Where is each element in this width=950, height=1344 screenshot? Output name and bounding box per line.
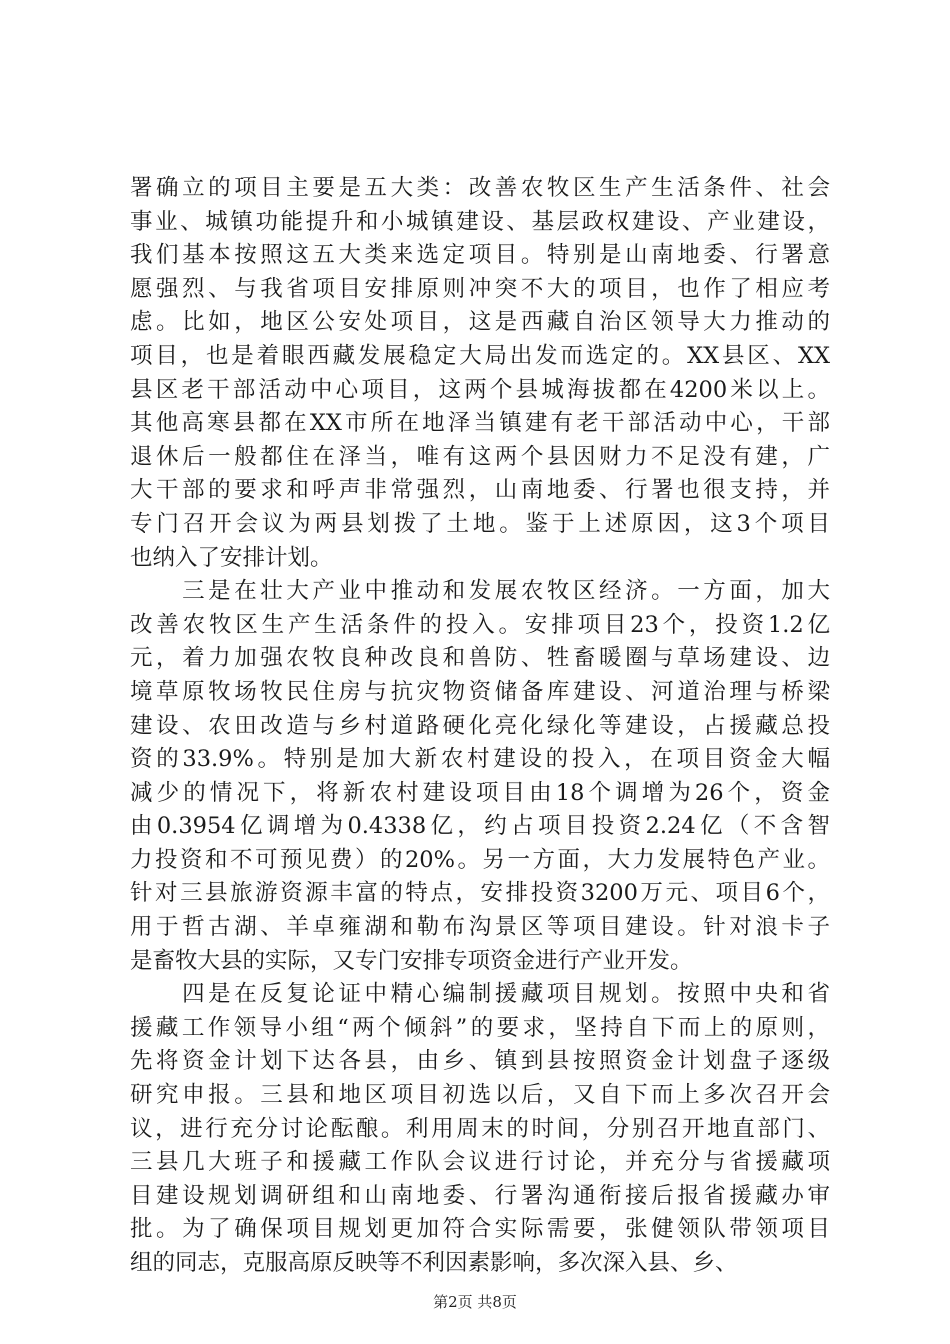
text-line: 境草原牧场牧民住房与抗灾物资储备库建设、河道治理与桥梁 bbox=[130, 678, 830, 705]
text-line: 组的同志，克服高原反映等不利因素影响，多次深入县、乡、 bbox=[130, 1250, 738, 1276]
text-line: 三是在壮大产业中推动和发展农牧区经济。一方面，加大 bbox=[130, 578, 830, 605]
text-line: 改善农牧区生产生活条件的投入。安排项目23个，投资1.2亿 bbox=[130, 611, 830, 638]
text-line: 减少的情况下，将新农村建设项目由18个调增为26个，资金 bbox=[130, 779, 830, 806]
text-line: 县区老干部活动中心项目，这两个县城海拔都在4200米以上。 bbox=[130, 376, 830, 403]
text-line: 大干部的要求和呼声非常强烈，山南地委、行署也很支持，并 bbox=[130, 477, 830, 504]
text-line: 退休后一般都住在泽当，唯有这两个县因财力不足没有建，广 bbox=[130, 443, 830, 470]
text-line: 研究申报。三县和地区项目初选以后，又自下而上多次召开会 bbox=[130, 1082, 830, 1109]
text-line: 批。为了确保项目规划更加符合实际需要，张健领队带领项目 bbox=[130, 1216, 830, 1243]
text-line: 力投资和不可预见费）的20%。另一方面，大力发展特色产业。 bbox=[130, 846, 830, 873]
text-line: 由0.3954亿调增为0.4338亿，约占项目投资2.24亿（不含智 bbox=[130, 813, 830, 840]
text-line: 是畜牧大县的实际，又专门安排专项资金进行产业开发。 bbox=[130, 947, 693, 974]
text-line: 先将资金计划下达各县，由乡、镇到县按照资金计划盘子逐级 bbox=[130, 1048, 830, 1075]
text-line: 我们基本按照这五大类来选定项目。特别是山南地委、行署意 bbox=[130, 242, 830, 269]
text-line: 元，着力加强农牧良种改良和兽防、牲畜暖圈与草场建设、边 bbox=[130, 645, 830, 672]
text-line: 也纳入了安排计划。 bbox=[130, 544, 333, 571]
text-line: 用于哲古湖、羊卓雍湖和勒布沟景区等项目建设。针对浪卡子 bbox=[130, 914, 830, 941]
text-line: 虑。比如，地区公安处项目，这是西藏自治区领导大力推动的 bbox=[130, 309, 830, 336]
text-line: 建设、农田改造与乡村道路硬化亮化绿化等建设，占援藏总投 bbox=[130, 712, 830, 739]
text-line: 项目，也是着眼西藏发展稳定大局出发而选定的。XX县区、XX bbox=[130, 342, 830, 369]
text-line: 三县几大班子和援藏工作队会议进行讨论，并充分与省援藏项 bbox=[130, 1149, 830, 1176]
text-line: 事业、城镇功能提升和小城镇建设、基层政权建设、产业建设， bbox=[130, 208, 830, 235]
text-line: 专门召开会议为两县划拨了土地。鉴于上述原因，这3个项目 bbox=[130, 510, 830, 537]
document-body bbox=[130, 172, 830, 1281]
text-line: 目建设规划调研组和山南地委、行署沟通衔接后报省援藏办审 bbox=[130, 1182, 830, 1209]
text-line: 四是在反复论证中精心编制援藏项目规划。按照中央和省 bbox=[130, 981, 830, 1008]
text-line: 其他高寒县都在XX市所在地泽当镇建有老干部活动中心，干部 bbox=[130, 410, 830, 437]
text-line: 愿强烈、与我省项目安排原则冲突不大的项目，也作了相应考 bbox=[130, 275, 830, 302]
page-footer: 第2页 共8页 bbox=[433, 1293, 517, 1311]
text-line: 针对三县旅游资源丰富的特点，安排投资3200万元、项目6个， bbox=[130, 880, 830, 907]
text-line: 议，进行充分讨论酝酿。利用周末的时间，分别召开地直部门、 bbox=[130, 1115, 830, 1142]
text-line: 援藏工作领导小组“两个倾斜”的要求，坚持自下而上的原则， bbox=[130, 1014, 830, 1041]
text-line: 资的33.9%。特别是加大新农村建设的投入，在项目资金大幅 bbox=[130, 746, 830, 773]
text-line: 署确立的项目主要是五大类：改善农牧区生产生活条件、社会 bbox=[130, 175, 830, 201]
